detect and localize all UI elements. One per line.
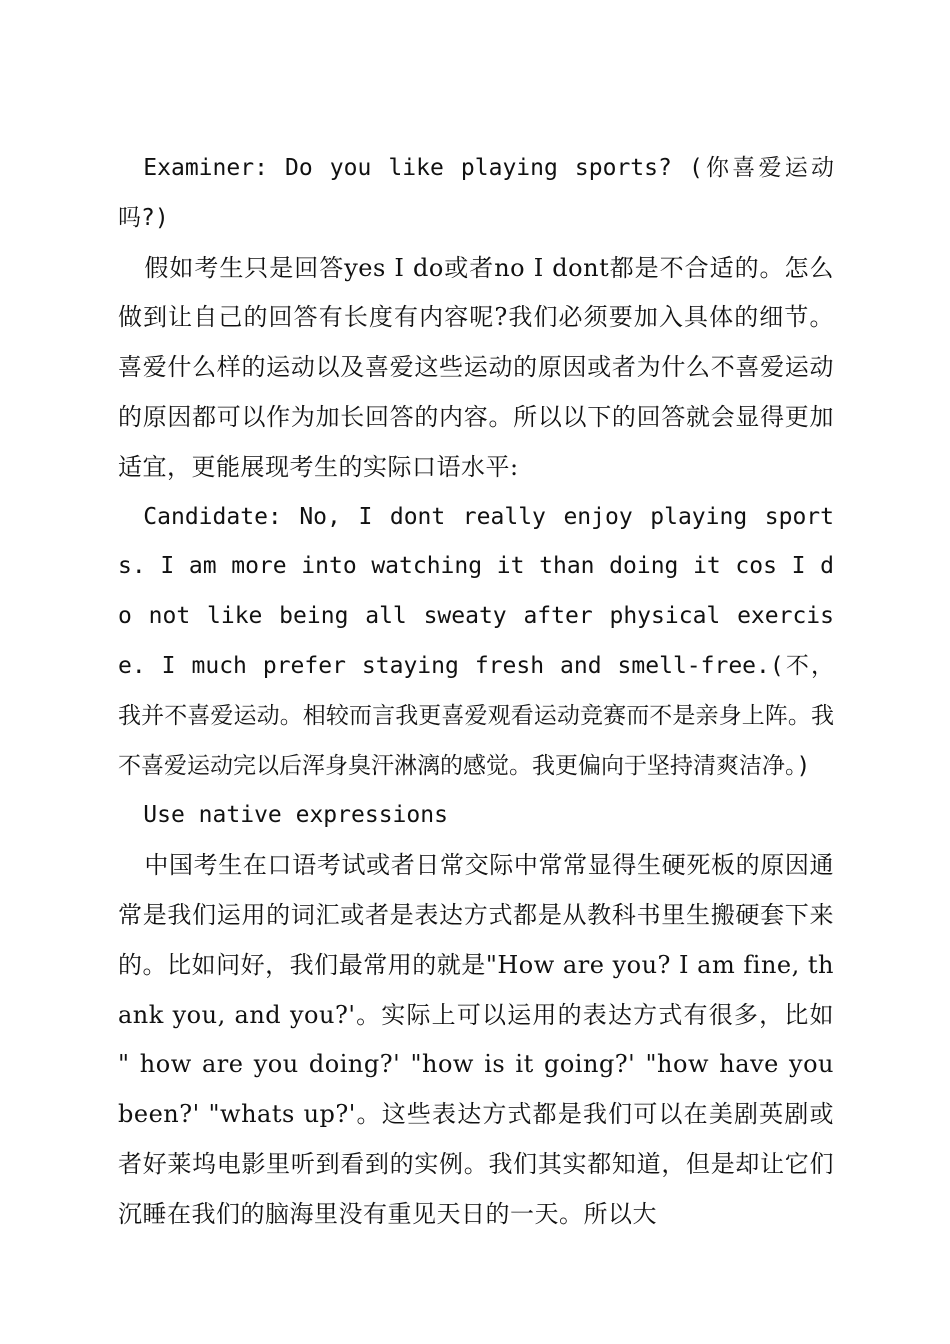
examiner-question: Examiner: Do you like playing sports? (你喜爱运动吗?) <box>118 155 834 231</box>
document-body <box>118 144 834 1240</box>
native-expressions-paragraph: 中国考生在口语考试或者日常交际中常常显得生硬死板的原因通常是我们运用的词汇或者是表达方式都是从教科书里生搬硬套下来的。比如问好，我们最常用的就是"How are you? I am fine, thank you, and you?'。实际上可以运用的表达方式有很多，比如 " how are you doing?' "how is it going?' "how have you been?' "whats up?'。这些表达方式都是我们可以在美剧英剧或者好莱坞电影里听到看到的实例。我们其实都知道，但是却让它们沉睡在我们的脑海里没有重见天日的一天。所以大 <box>118 851 834 1228</box>
answer-advice-paragraph: 假如考生只是回答yes I do或者no I dont都是不合适的。怎么做到让自己的回答有长度有内容呢?我们必须要加入具体的细节。喜爱什么样的运动以及喜爱这些运动的原因或者为什么不喜爱运动的原因都可以作为加长回答的内容。所以以下的回答就会显得更加适宜，更能展现考生的实际口语水平: <box>118 253 834 481</box>
candidate-answer: Candidate: No, I dont really enjoy playing sports. I am more into watching it than doing it cos I do not like being all sweaty after physical exercise. I much prefer staying fresh and smell-free.(不，我并不喜爱运动。相较而言我更喜爱观看运动竞赛而不是亲身上阵。我不喜爱运动完以后浑身臭汗淋漓的感觉。我更偏向于坚持清爽洁净。) <box>118 503 834 779</box>
section-heading: Use native expressions <box>143 802 448 829</box>
